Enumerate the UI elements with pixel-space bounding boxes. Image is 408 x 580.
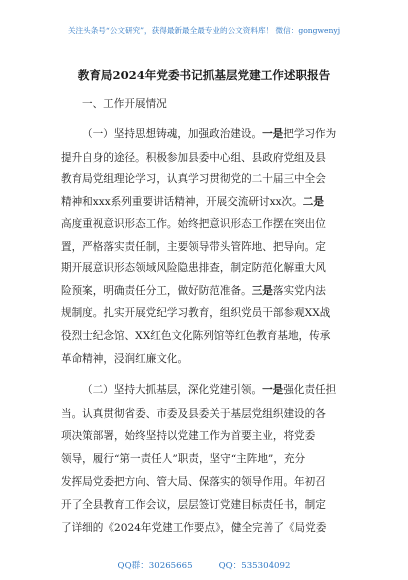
footer-qq-number: QQ：535304092 xyxy=(218,561,291,571)
line-text: 期开展意识形态领域风险隐患排查，制定防范化解重大风 xyxy=(61,262,326,274)
body-line xyxy=(82,383,336,397)
bold-marker: 一是 xyxy=(262,128,284,140)
body-line xyxy=(61,352,188,366)
bold-marker: 一是 xyxy=(262,384,284,396)
line-text: 精神和xxx系列重要讲话精神，开展交流研讨xx次。 xyxy=(61,196,303,208)
line-text: 置，严格落实责任制，主要领导带头管阵地、把导向。定 xyxy=(61,241,326,253)
footer-bar xyxy=(0,561,408,572)
footer-qq-group: QQ群：30265665 xyxy=(117,561,193,571)
body-line xyxy=(61,217,326,231)
body-line xyxy=(61,261,326,275)
line-text: 当。认真贯彻省委、市委及县委关于基层党组织建设的各 xyxy=(61,408,326,420)
body-line xyxy=(61,284,326,298)
body-line xyxy=(82,127,336,141)
section-heading: 一、工作开展情况 xyxy=(82,98,167,110)
line-text: 把学习作为 xyxy=(283,128,337,140)
body-line xyxy=(61,329,330,343)
line-text: 役烈士纪念馆、XX红色文化陈列馆等红色教育基地，传承 xyxy=(61,330,331,342)
line-text: 教育局党组理论学习，认真学习贯彻党的二十届三中全会 xyxy=(61,173,326,185)
line-text: 提升自身的途径。积极参加县委中心组、县政府党组及县 xyxy=(61,152,326,164)
line-text: 险预案，明确责任分工，做好防范准备。 xyxy=(61,285,252,297)
body-line xyxy=(61,498,326,512)
line-text: 革命精神，浸润红廉文化。 xyxy=(61,353,189,365)
line-text: 领导，履行“第一责任人”职责，坚守“主阵地”，充分 xyxy=(61,453,306,465)
body-line xyxy=(61,240,326,254)
line-text: 高度重视意识形态工作。始终把意识形态工作摆在突出位 xyxy=(61,218,326,230)
body-line xyxy=(61,452,305,466)
body-line xyxy=(61,429,315,443)
line-text: 规制度。扎实开展党纪学习教育，组织党员干部参观XX战 xyxy=(61,307,331,319)
body-line xyxy=(61,521,326,535)
line-text: 落实党内法 xyxy=(272,285,326,297)
line-text: （一）坚持思想铸魂，加强政治建设。 xyxy=(82,128,263,140)
line-text: 项决策部署，始终坚持以党建工作为首要主业，将党委 xyxy=(61,430,316,442)
header-banner: 关注头条号“公文研究”，获得最新最全最专业的公文资料库！ 微信：gongwenyj xyxy=(67,26,341,35)
document-title: 教育局2024年党委书记抓基层党建工作述职报告 xyxy=(77,68,331,82)
body-line xyxy=(61,151,326,165)
line-text: 开了全县教育工作会议，层层签订党建目标责任书，制定 xyxy=(61,499,326,511)
body-line xyxy=(61,407,326,421)
line-text: 强化责任担 xyxy=(283,384,337,396)
body-line xyxy=(61,475,326,489)
line-text: 发挥局党委把方向、管大局、保落实的领导作用。年初召 xyxy=(61,476,326,488)
bold-marker: 三是 xyxy=(251,285,273,297)
body-line xyxy=(61,172,326,186)
line-text: 了详细的《2024年党建工作要点》，健全完善了《局党委 xyxy=(61,522,327,534)
body-line xyxy=(61,195,324,209)
bold-marker: 二是 xyxy=(302,196,324,208)
body-line xyxy=(61,306,330,320)
line-text: （二）坚持大抓基层，深化党建引领。 xyxy=(82,384,263,396)
